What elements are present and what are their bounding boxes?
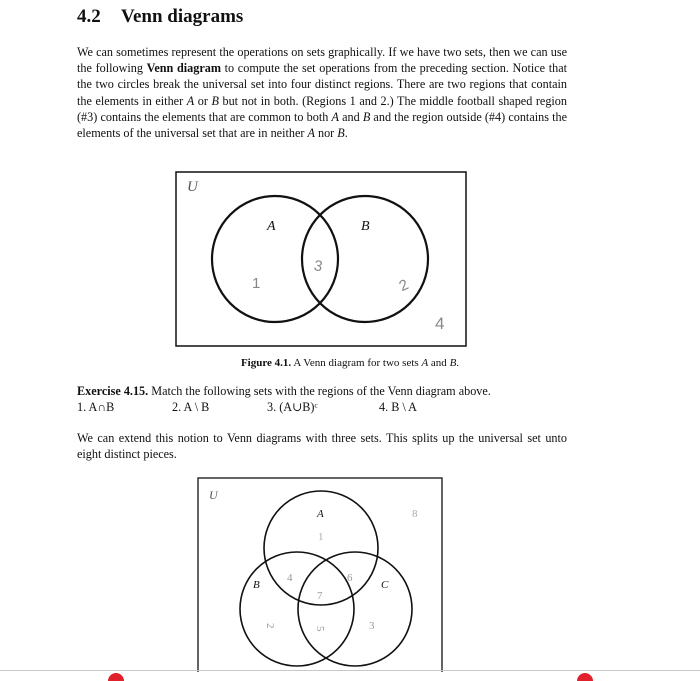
region-label: 8 [412, 508, 418, 520]
set-b-label: B [361, 219, 370, 234]
text-run: and the region outside (#4) contains the elements of the universal set that are in neither [77, 109, 567, 141]
figure-caption [0, 357, 700, 369]
math-var: B [362, 109, 371, 124]
math-var: B [449, 357, 457, 369]
venn-diagram-three-sets [197, 477, 443, 672]
region-label: 6 [347, 572, 353, 584]
text-run: We can sometimes represent the operations on sets graphically. If we have two sets, then we can use the following [77, 45, 567, 76]
text-run: or [194, 93, 212, 108]
highlight-marker [108, 673, 124, 681]
exercise-text: Match the following sets with the regions of the Venn diagram above. [148, 384, 491, 398]
circle-c [298, 552, 412, 666]
math-var: A [421, 357, 429, 369]
region-label: 7 [317, 590, 323, 602]
exercise-prompt [77, 383, 491, 399]
set-a-label: A [317, 508, 324, 520]
highlight-marker [577, 673, 593, 681]
region-label: 1 [252, 275, 261, 292]
section-title: Venn diagrams [121, 6, 244, 27]
text-run: and [338, 109, 363, 124]
set-b-label: B [253, 579, 260, 591]
region-label: 3 [369, 620, 375, 632]
intro-paragraph [77, 44, 567, 141]
math-var: A [331, 109, 339, 124]
exercise-item: 1. A∩B [77, 400, 115, 414]
figure-label: Figure 4.1. [240, 357, 292, 369]
region-label: 4 [435, 314, 445, 333]
venn-diagram-two-sets [175, 171, 467, 347]
math-var: A [307, 126, 315, 141]
region-label: 1 [318, 531, 324, 543]
math-var: A [186, 93, 195, 108]
exercise-item: 4. B \ A [379, 400, 417, 414]
text-run: to compute the set operations from the preceding section. Notice that the two circles break the universal set into four distinct regions. There are two regions that contain the elements in either [77, 61, 567, 108]
set-a-label: A [267, 219, 276, 234]
text-run: A Venn diagram for two sets [291, 357, 422, 369]
text-run: . [344, 126, 348, 141]
universe-label: U [209, 488, 218, 502]
section-number: 4.2 [77, 6, 101, 27]
exercise-label: Exercise 4.15. [77, 384, 149, 398]
region-label: 4 [287, 572, 293, 584]
universe-label: U [187, 179, 198, 195]
exercise-items [77, 399, 491, 415]
exercise [77, 383, 491, 415]
exercise-item: 2. A \ B [172, 400, 210, 414]
circle-b [240, 552, 354, 666]
section-heading [77, 6, 243, 28]
math-var: B [337, 126, 345, 141]
text-run: nor [314, 126, 338, 141]
region-label: 3 [312, 257, 324, 276]
set-c-label: C [381, 579, 389, 591]
extend-paragraph: We can extend this notion to Venn diagrams with three sets. This splits up the universal set unto eight distinct pieces. [77, 431, 567, 462]
text-run: but not in both. (Regions 1 and 2.) The middle football shaped region (#3) contains the elements that are common to both [77, 93, 567, 124]
text-run: and [428, 357, 450, 369]
page-bottom-divider [0, 670, 700, 671]
text-run: . [456, 357, 460, 369]
math-var: B [211, 93, 219, 108]
region-label: 2 [264, 623, 276, 629]
region-label: 5 [314, 626, 326, 632]
exercise-item: 3. (A∪B)ᶜ [267, 400, 318, 414]
venn-diagram-term: Venn diagram [146, 61, 221, 76]
region-label: 2 [396, 276, 412, 296]
